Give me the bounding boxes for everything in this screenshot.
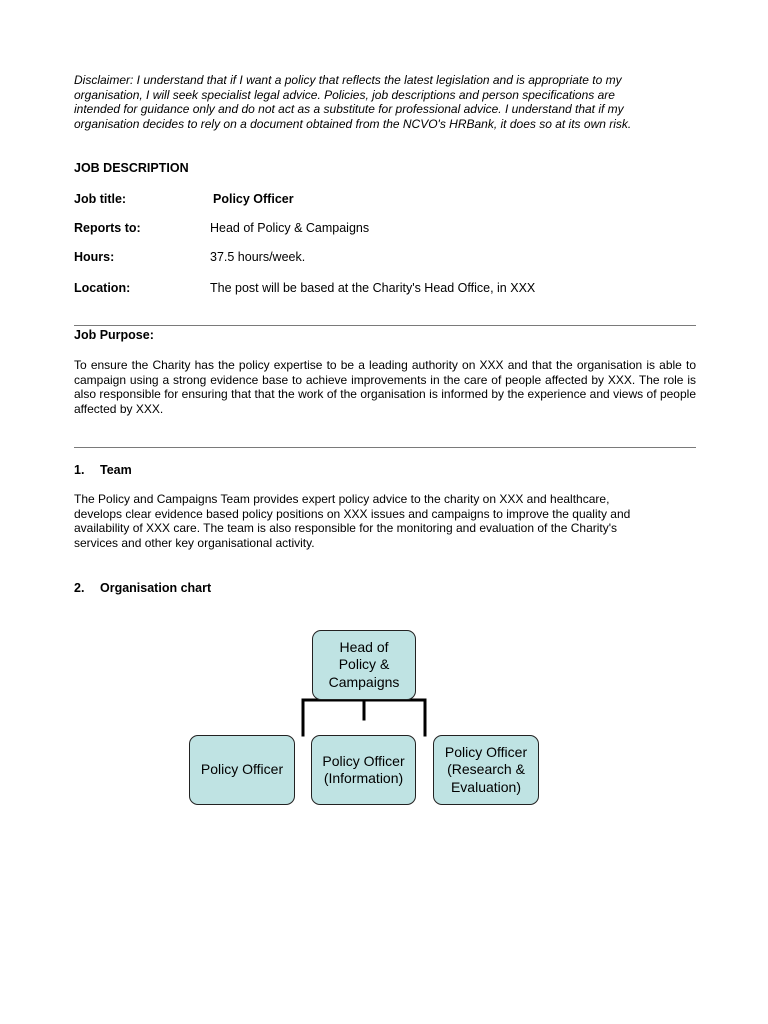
reports-to-value: Head of Policy & Campaigns [210,221,370,235]
org-node-head: Head of Policy & Campaigns [312,630,416,700]
job-purpose-text: To ensure the Charity has the policy expertise to be a leading authority on XXX and that the organisation is able to campaign using a strong evidence base to achieve improvements in the care of people affected by XXX. The role is also responsible for ensuring that that the work of the organisation is informed by the experience and views of people affected by XXX. [74,358,696,416]
reports-to-label: Reports to: [74,221,141,235]
location-label: Location: [74,281,131,295]
section-title: Team [100,463,132,477]
org-node-policy-officer-information: Policy Officer (Information) [311,735,416,805]
location-value: The post will be based at the Charity's Head Office, in XXX [210,281,536,295]
job-title-label: Job title: [74,192,127,206]
team-text: The Policy and Campaigns Team provides expert policy advice to the charity on XXX and healthcare, develops clear evidence based policy positions on XXX issues and campaigns to improve the quality and availability of XXX care. The team is also responsible for the monitoring and evaluation of the Charity's services and other key organisational activity. [74,492,631,550]
hours-label: Hours: [74,250,115,264]
job-purpose-heading: Job Purpose: [74,328,154,342]
section-number: 1. [74,463,85,477]
job-title-value: Policy Officer [213,192,294,206]
disclaimer-text: Disclaimer: I understand that if I want a policy that reflects the latest legislation and is appropriate to my organisation, I will seek specialist legal advice. Policies, job descriptions and person specifications are intended for guidance only and do not act as a substitute for professional advice. I understand that if my organisation decides to rely on a document obtained from the NCVO's HRBank, it does so at its own risk. [74,73,632,131]
org-node-policy-officer: Policy Officer [189,735,295,805]
document-heading: JOB DESCRIPTION [74,161,189,175]
org-node-policy-officer-research: Policy Officer (Research & Evaluation) [433,735,539,805]
section-title: Organisation chart [100,581,212,595]
hours-value: 37.5 hours/week. [210,250,306,264]
section-number: 2. [74,581,85,595]
